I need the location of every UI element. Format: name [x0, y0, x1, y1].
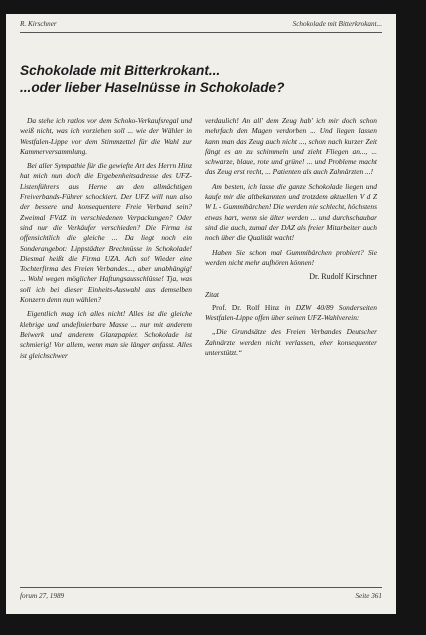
- zitat-label: Zitat: [205, 290, 219, 300]
- paragraph: Am besten, ich lasse die ganze Schokolade liegen und kaufe mir die altbekannten und trotzdem aktuellen V d Z W L - Gummibärchen! Die werden nie schlecht, höchstens etwas hart, wenn sie älter werden ... und durchschaubar sind die auch, zumal der DAZ als freier Mitarbeiter auch noch über die Qualität wacht!: [205, 181, 377, 243]
- quote-source-detail: in DZW 40/89 Sonderseiten Westfalen-Lippe offen über seinen UFZ-Wahlverein:: [205, 302, 377, 323]
- article-title: [20, 62, 390, 96]
- header-rule: [20, 32, 382, 33]
- author-signature: Dr. Rudolf Kirschner: [309, 272, 377, 282]
- magazine-page: [6, 14, 396, 614]
- page-number: Seite 361: [355, 592, 382, 600]
- quote-source: [205, 303, 377, 324]
- running-header-title: Schokolade mit Bitterkrokant...: [292, 20, 382, 28]
- paragraph: Da stehe ich ratlos vor dem Schoko-Verkaufsregal und weiß nicht, was ich vorziehen soll ... wie der Wähler in Westfalen-Lippe vor dem Stimmzettel für die Wahl zur Kammerversammlung.: [20, 116, 192, 156]
- footer-rule: [20, 587, 382, 588]
- running-header-author: R. Kirschner: [20, 20, 57, 28]
- quote-source-name: Prof. Dr. Rolf Hinz: [212, 302, 280, 312]
- paragraph: Bei aller Sympathie für die gewiefte Art des Herrn Hinz hat mich nun doch die Ergebenheitsadresse des UFZ-Listenführers aus Herne an den allmächtigen Freiverbands-Führer schockiert. Der UFZ will nun also der bessere und konsequentere Freie Verband sein? Zweimal FVdZ in verschiedenen Verpackungen? Oder sind nur die Verkäufer verschieden? Die Firma ist offensichtlich die gleiche ... Da liegt noch ein Sonderangebot: Lippstädter Brechnüsse in Schokolade! Diesmal heißt die Firma UZA. Ach so! Wieder eine Tochterfirma des Freien Verbandes..., aber unabhängig! ... Wohl wegen möglicher Haftungsausschlüsse! Tja, was soll ich bei dieser Einheits-Auswahl aus demselben Konzern denn nun wählen?: [20, 161, 192, 305]
- title-line-1: Schokolade mit Bitterkrokant...: [20, 63, 221, 78]
- paragraph: Eigentlich mag ich alles nicht! Alles ist die gleiche klebrige und undefinierbare Masse ... nur mit anderem Beiwerk und anderem Glanzpapier. Schokolade ist schmierig! Vor allem, wenn man sie länger anfasst. Alles ist gleichschwer: [20, 309, 192, 360]
- paragraph: Haben Sie schon mal Gummibärchen probiert? Sie werden nicht mehr aufhören können!: [205, 247, 377, 267]
- left-column: [20, 116, 192, 365]
- quote-text: „Die Grundsätze des Freien Verbandes Deutscher Zahnärzte werden nicht verlassen, eher konsequenter unterstützt.“: [205, 327, 377, 357]
- paragraph: verdaulich! An all' dem Zeug hab' ich mir doch schon mehrfach den Magen verdorben ... Und liegen lassen kann man das Zeug auch nicht ..., schon nach kurzer Zeit fängt es an zu schimmeln und zieht Fliegen an..., ... schwarze, blaue, rote und grüne! ... und Probleme macht das Zeug erst recht, ... Patienten als auch Zahnärzten ...!: [205, 116, 377, 177]
- footer-issue: forum 27, 1989: [20, 592, 65, 600]
- right-column: [205, 116, 377, 362]
- title-line-2: ...oder lieber Haselnüsse in Schokolade?: [20, 80, 285, 95]
